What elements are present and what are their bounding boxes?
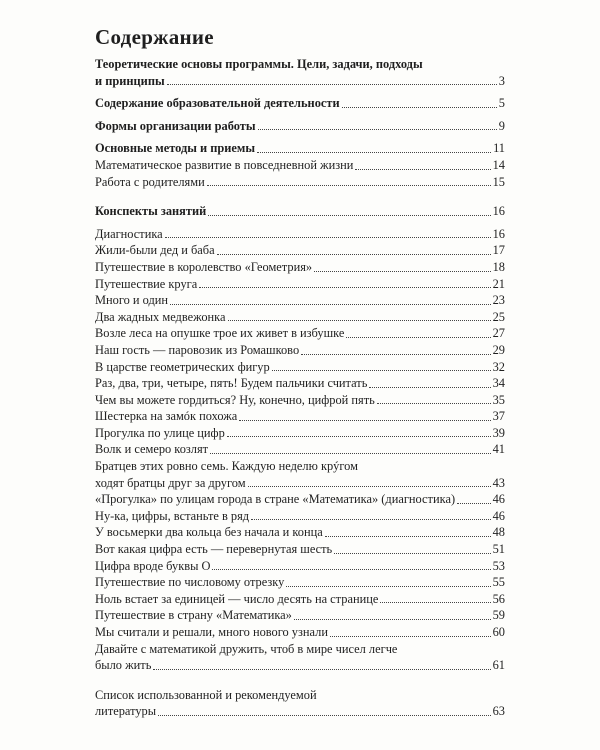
dot-leader (257, 152, 491, 153)
dot-leader (272, 370, 491, 371)
table-of-contents (95, 56, 505, 720)
dot-leader (165, 237, 491, 238)
toc-entry (95, 309, 505, 326)
dot-leader (346, 337, 490, 338)
toc-entry-text: Путешествие в страну «Математика» (95, 608, 292, 623)
dot-leader (207, 185, 491, 186)
toc-page-number: 18 (492, 259, 505, 274)
toc-page-number: 41 (492, 442, 505, 457)
toc-entry (95, 392, 505, 409)
dot-leader (208, 215, 490, 216)
toc-entry-text: Основные методы и приемы (95, 141, 256, 156)
toc-page-number: 21 (492, 276, 505, 291)
toc-page-number: 59 (492, 608, 505, 623)
toc-entry-text: Математическое развитие в повседневной жизни (95, 157, 354, 172)
dot-leader (380, 602, 490, 603)
toc-page-number: 25 (492, 309, 505, 324)
toc-entry (95, 157, 505, 174)
toc-entry-text: ходят братцы друг за другом (95, 475, 246, 490)
dot-leader (199, 287, 490, 288)
toc-entry-text-line1: Давайте с математикой дружить, чтоб в мире чисел легче (95, 641, 398, 656)
toc-entry (95, 140, 505, 157)
toc-page-number: 17 (492, 243, 505, 258)
toc-page-number: 32 (492, 359, 505, 374)
toc-page-number: 23 (492, 293, 505, 308)
toc-page-number: 55 (492, 575, 505, 590)
toc-page-number: 48 (492, 525, 505, 540)
toc-page-number: 15 (492, 174, 505, 189)
toc-entry (95, 574, 505, 591)
toc-entry-text: Путешествие в королевство «Геометрия» (95, 259, 313, 274)
toc-entry (95, 524, 505, 541)
dot-leader (301, 354, 490, 355)
dot-leader (457, 503, 491, 504)
dot-leader (258, 129, 497, 130)
toc-entry-text-line1: Список использованной и рекомендуемой (95, 687, 317, 702)
dot-leader (355, 169, 490, 170)
dot-leader (153, 669, 490, 670)
toc-entry-text: У восьмерки два кольца без начала и конца (95, 525, 323, 540)
toc-entry-text: Возле леса на опушке трое их живет в избушке (95, 326, 345, 341)
toc-entry-text: «Прогулка» по улицам города в стране «Математика» (диагностика) (95, 492, 456, 507)
toc-entry (95, 118, 505, 135)
dot-leader (294, 619, 491, 620)
toc-page-number: 3 (498, 73, 505, 88)
toc-page-number: 46 (492, 492, 505, 507)
toc-page-number: 16 (492, 226, 505, 241)
dot-leader (217, 254, 491, 255)
dot-leader (286, 586, 490, 587)
toc-entry (95, 458, 505, 491)
toc-page-number: 53 (492, 558, 505, 573)
dot-leader (227, 436, 491, 437)
toc-entry (95, 276, 505, 293)
toc-entry (95, 441, 505, 458)
dot-leader (369, 387, 490, 388)
toc-entry-text: Прогулка по улице цифр (95, 425, 225, 440)
toc-entry (95, 375, 505, 392)
toc-entry (95, 687, 505, 720)
toc-entry-text: Жили-были дед и баба (95, 243, 215, 258)
toc-entry (95, 508, 505, 525)
toc-entry-text: Раз, два, три, четыре, пять! Будем пальчики считать (95, 376, 368, 391)
toc-entry (95, 591, 505, 608)
dot-leader (239, 420, 490, 421)
toc-page-number: 51 (492, 542, 505, 557)
dot-leader (158, 715, 491, 716)
toc-entry (95, 226, 505, 243)
toc-entry-text: Путешествие круга (95, 276, 198, 291)
toc-entry (95, 325, 505, 342)
toc-page-number: 34 (492, 376, 505, 391)
toc-entry-text: Волк и семеро козлят (95, 442, 209, 457)
toc-page-number: 27 (492, 326, 505, 341)
toc-entry-text: Два жадных медвежонка (95, 309, 226, 324)
toc-entry-text: Формы организации работы (95, 118, 256, 133)
toc-entry (95, 641, 505, 674)
toc-entry-text: Содержание образовательной деятельности (95, 96, 340, 111)
toc-entry (95, 425, 505, 442)
dot-leader (342, 107, 497, 108)
toc-entry-text-line1: Теоретические основы программы. Цели, задачи, подходы (95, 57, 423, 71)
toc-entry-text: Ноль встает за единицей — число десять на странице (95, 591, 379, 606)
toc-page-number: 29 (492, 342, 505, 357)
page-title: Содержание (95, 25, 214, 49)
toc-entry-text: В царстве геометрических фигур (95, 359, 270, 374)
toc-entry (95, 95, 505, 112)
toc-page-number: 5 (498, 96, 505, 111)
toc-entry-text-line1: Братцев этих ровно семь. Каждую неделю крýгом (95, 459, 358, 474)
toc-page-number: 11 (493, 141, 505, 156)
dot-leader (248, 486, 491, 487)
toc-entry (95, 259, 505, 276)
dot-leader (170, 304, 491, 305)
toc-page-number: 61 (492, 658, 505, 673)
dot-leader (210, 453, 491, 454)
toc-entry (95, 342, 505, 359)
toc-entry (95, 491, 505, 508)
dot-leader (212, 569, 490, 570)
dot-leader (167, 84, 497, 85)
dot-leader (325, 536, 491, 537)
toc-entry (95, 558, 505, 575)
toc-entry-text: Чем вы можете гордиться? Ну, конечно, цифрой пять (95, 392, 375, 407)
toc-page-number: 60 (492, 625, 505, 639)
toc-entry-text: литературы (95, 704, 157, 719)
dot-leader (314, 271, 491, 272)
toc-entry-text: Наш гость — паровозик из Ромашково (95, 342, 300, 357)
toc-entry-text: Цифра вроде буквы О (95, 558, 211, 573)
toc-entry (95, 408, 505, 425)
dot-leader (251, 519, 490, 520)
toc-entry-text: Шестерка на замóк похожа (95, 409, 238, 424)
toc-page-number: 16 (492, 204, 505, 219)
toc-entry-text: Много и один (95, 293, 169, 308)
toc-entry (95, 292, 505, 309)
toc-page-number: 37 (492, 409, 505, 424)
toc-entry-text: Мы считали и решали, много нового узнали (95, 625, 328, 639)
toc-entry-text: и принципы (95, 73, 165, 88)
toc-entry-text: Работа с родителями (95, 174, 205, 189)
toc-page-number: 39 (492, 425, 505, 440)
toc-entry (95, 624, 505, 641)
dot-leader (228, 320, 491, 321)
toc-entry-text: Вот какая цифра есть — перевернутая шесть (95, 542, 333, 557)
toc-page-number: 9 (498, 118, 505, 133)
dot-leader (334, 553, 490, 554)
toc-entry-text: было жить (95, 658, 152, 673)
toc-page-number: 46 (492, 508, 505, 523)
toc-page-number: 56 (492, 591, 505, 606)
dot-leader (377, 403, 491, 404)
toc-entry (95, 607, 505, 624)
toc-entry (95, 541, 505, 558)
dot-leader (330, 636, 491, 637)
toc-entry-text: Ну-ка, цифры, встаньте в ряд (95, 508, 250, 523)
toc-entry-text: Конспекты занятий (95, 204, 207, 219)
toc-entry (95, 56, 505, 89)
toc-entry (95, 242, 505, 259)
toc-entry (95, 203, 505, 220)
toc-entry (95, 359, 505, 376)
toc-page-number: 14 (492, 157, 505, 172)
toc-entry (95, 174, 505, 191)
toc-page-number: 35 (492, 392, 505, 407)
toc-page-number: 43 (492, 475, 505, 490)
toc-entry-text: Путешествие по числовому отрезку (95, 575, 285, 590)
toc-entry-text: Диагностика (95, 226, 163, 241)
toc-page-number: 63 (492, 704, 505, 719)
